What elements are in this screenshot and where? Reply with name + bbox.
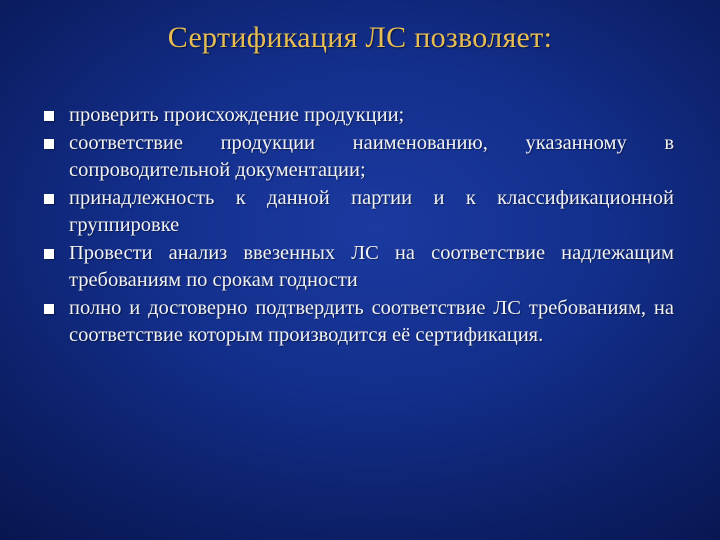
square-bullet-icon [44,111,54,121]
bullet-text: соответствие продукции наименованию, указанному в сопроводительной документации; [69,131,674,181]
bullet-list [44,102,674,350]
bullet-item [44,185,674,240]
bullet-item [44,295,674,350]
bullet-text: Провести анализ ввезенных ЛС на соответствие надлежащим требованиям по срокам годности [69,241,674,291]
bullet-text: проверить происхождение продукции; [69,104,405,126]
slide-title: Сертификация ЛС позволяет: [167,21,553,54]
bullet-text: принадлежность к данной партии и к классификационной группировке [69,186,674,236]
bullet-text: полно и достоверно подтвердить соответствие ЛС требованиям, на соответствие которым производится её сертификация. [69,296,674,346]
bullet-item [44,240,674,295]
square-bullet-icon [44,194,54,204]
square-bullet-icon [44,139,54,149]
square-bullet-icon [44,304,54,314]
bullet-item [44,130,674,185]
square-bullet-icon [44,249,54,259]
bullet-item [44,102,674,130]
